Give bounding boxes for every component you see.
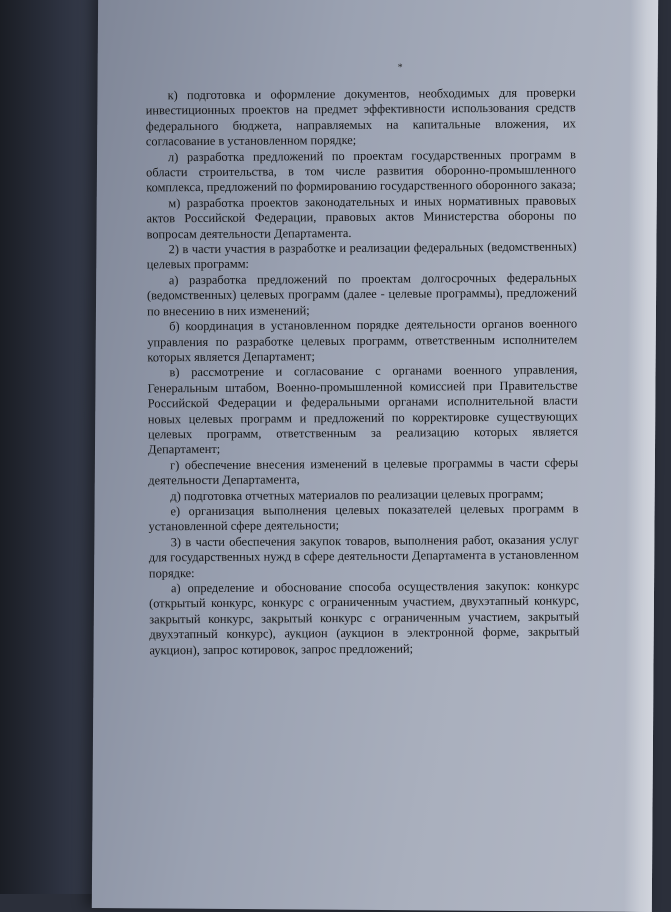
paragraph-2v: в) рассмотрение и согласование с органами военного управления, Генеральным штабом, Военно-промышленной комиссией при Правительстве Российской Федерации и федеральными органами исполнительной власти новых целевых программ и предложений по корректировке существующих целевых программ, ответственным за реализацию которых является Департамент;: [147, 362, 578, 457]
paragraph-2a: а) разработка предложений по проектам долгосрочных федеральных (ведомственных) целевых программ (далее - целевые программы), предложений по внесению в них изменений;: [146, 270, 578, 319]
document-text: [146, 85, 580, 658]
paragraph-3a: а) определение и обоснование способа осуществления закупок: конкурс (открытый конкурс, конкурс с ограниченным участием, двухэтапный конкурс, закрытый конкурс, закрытый конкурс с ограниченным участием, закрытый двухэтапный конкурс), аукцион (аукцион в электронной форме, закрытый аукцион), запрос котировок, запрос предложений;: [149, 578, 580, 658]
page-mark: *: [397, 62, 403, 74]
paragraph-3: 3) в части обеспечения закупок товаров, выполнения работ, оказания услуг для государственных нужд в сфере деятельности Департамента в установленном порядке:: [148, 532, 579, 580]
paragraph-2: 2) в части участия в разработке и реализации федеральных (ведомственных) целевых программ:: [146, 239, 577, 272]
document-page: [92, 0, 658, 912]
paragraph-m: м) разработка проектов законодательных и иных нормативных правовых актов Российской Федерации, правовых актов Министерства обороны по вопросам деятельности Департамента.: [146, 193, 577, 242]
page-edge: [624, 0, 658, 912]
paragraph-2b: б) координация в установленном порядке деятельности органов военного управления по разработке целевых программ, ответственным исполнителем которых является Департамент;: [147, 316, 578, 365]
paragraph-2g: г) обеспечение внесения изменений в целевые программы в части сферы деятельности Департамента,: [148, 455, 579, 488]
paragraph-k: к) подготовка и оформление документов, необходимых для проверки инвестиционных проектов на предмет эффективности использования средств федерального бюджета, направляемых на капитальные вложения, их согласование в установленном порядке;: [145, 85, 576, 149]
paragraph-l: л) разработка предложений по проектам государственных программ в области строительства, в том числе развития оборонно-промышленного комплекса, предложений по формированию государственного оборонного заказа;: [146, 147, 577, 195]
paragraph-2d: д) подготовка отчетных материалов по реализации целевых программ;: [170, 486, 544, 503]
paragraph-2e: е) организация выполнения целевых показателей целевых программ в установленной сфере деятельности;: [148, 501, 579, 534]
